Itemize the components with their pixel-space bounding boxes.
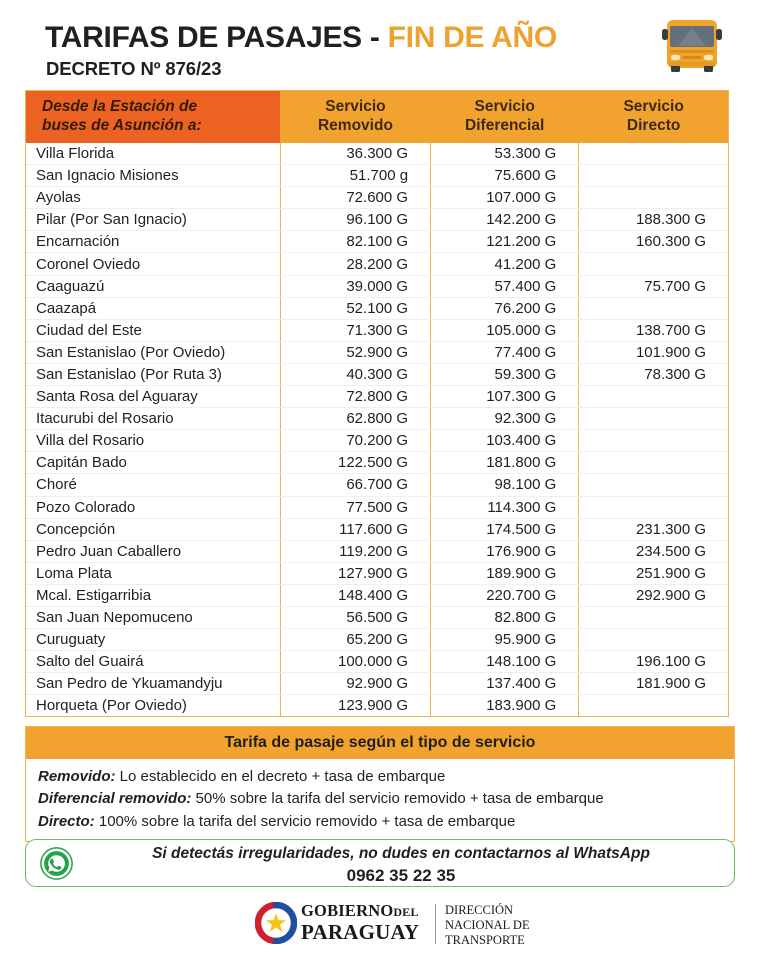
bus-front-icon — [660, 17, 724, 77]
cell-servicio-directo — [579, 386, 728, 408]
cell-servicio-directo: 78.300 G — [579, 363, 728, 385]
cell-servicio-removido: 62.800 G — [280, 408, 430, 430]
whatsapp-message: Si detectás irregularidades, no dudes en contactarnos al WhatsApp — [152, 845, 650, 862]
cell-servicio-diferencial: 142.200 G — [431, 209, 579, 231]
cell-servicio-diferencial: 107.300 G — [431, 386, 579, 408]
agency-line1: DIRECCIÓN — [445, 903, 514, 917]
table-row — [26, 275, 728, 297]
cell-servicio-diferencial: 183.900 G — [431, 695, 579, 717]
table-row — [26, 430, 728, 452]
column-header-destination-line2: buses de Asunción a: — [42, 117, 202, 134]
info-line — [38, 788, 734, 810]
cell-destination: Coronel Oviedo — [26, 253, 280, 275]
table-row — [26, 629, 728, 651]
cell-destination: Pilar (Por San Ignacio) — [26, 209, 280, 231]
cell-servicio-removido: 52.900 G — [280, 341, 430, 363]
info-line-text: 50% sobre la tarifa del servicio removido + tasa de embarque — [191, 790, 604, 808]
cell-destination: Horqueta (Por Oviedo) — [26, 695, 280, 717]
cell-servicio-diferencial: 107.000 G — [431, 187, 579, 209]
gobierno-line1 — [301, 903, 419, 920]
column-header-servicio-diferencial — [431, 91, 579, 143]
cell-servicio-removido: 119.200 G — [280, 540, 430, 562]
cell-servicio-diferencial: 114.300 G — [431, 496, 579, 518]
agency-wordmark — [445, 903, 530, 947]
cell-servicio-directo: 101.900 G — [579, 341, 728, 363]
cell-servicio-removido: 66.700 G — [280, 474, 430, 496]
decree-subtitle: DECRETO Nº 876/23 — [46, 58, 222, 79]
cell-servicio-diferencial: 103.400 G — [431, 430, 579, 452]
cell-servicio-removido: 127.900 G — [280, 562, 430, 584]
cell-servicio-diferencial: 174.500 G — [431, 518, 579, 540]
cell-servicio-directo — [579, 496, 728, 518]
paraguay-crest-icon — [255, 902, 297, 944]
table-row — [26, 363, 728, 385]
table-row — [26, 165, 728, 187]
info-panel-body — [26, 759, 734, 841]
info-line-text: Lo establecido en el decreto + tasa de embarque — [115, 768, 446, 786]
cell-servicio-directo — [579, 297, 728, 319]
cell-servicio-directo — [579, 474, 728, 496]
gobierno-wordmark — [301, 903, 419, 943]
cell-servicio-directo — [579, 606, 728, 628]
cell-destination: Itacurubi del Rosario — [26, 408, 280, 430]
cell-destination: Santa Rosa del Aguaray — [26, 386, 280, 408]
whatsapp-icon — [40, 847, 73, 880]
column-header-diferencial-line1: Servicio — [474, 98, 535, 116]
info-line-label: Diferencial removido: — [38, 790, 192, 808]
page-title-accent: FIN DE AÑO — [387, 21, 557, 54]
column-header-servicio-directo — [579, 91, 728, 143]
cell-servicio-removido: 28.200 G — [280, 253, 430, 275]
column-header-removido-line1: Servicio — [325, 98, 386, 116]
cell-servicio-directo: 181.900 G — [579, 673, 728, 695]
cell-destination: Pozo Colorado — [26, 496, 280, 518]
table-header-row — [26, 91, 728, 143]
table-row — [26, 518, 728, 540]
cell-servicio-removido: 36.300 G — [280, 143, 430, 165]
cell-servicio-directo — [579, 253, 728, 275]
cell-destination: Ciudad del Este — [26, 319, 280, 341]
cell-servicio-directo: 251.900 G — [579, 562, 728, 584]
info-line-label: Removido: — [38, 768, 116, 786]
cell-servicio-diferencial: 75.600 G — [431, 165, 579, 187]
cell-servicio-directo — [579, 452, 728, 474]
cell-servicio-directo — [579, 165, 728, 187]
fare-table-container — [25, 90, 729, 717]
cell-destination: Caazapá — [26, 297, 280, 319]
page-title-separator: - — [361, 21, 388, 54]
table-row — [26, 540, 728, 562]
cell-destination: Mcal. Estigarribia — [26, 584, 280, 606]
fare-table — [26, 91, 728, 716]
cell-servicio-removido: 39.000 G — [280, 275, 430, 297]
cell-servicio-directo — [579, 695, 728, 717]
cell-servicio-directo: 75.700 G — [579, 275, 728, 297]
table-row — [26, 231, 728, 253]
cell-servicio-removido: 56.500 G — [280, 606, 430, 628]
cell-servicio-removido: 65.200 G — [280, 629, 430, 651]
cell-destination: Choré — [26, 474, 280, 496]
column-header-directo-line1: Servicio — [623, 98, 684, 116]
cell-servicio-diferencial: 53.300 G — [431, 143, 579, 165]
cell-servicio-directo — [579, 408, 728, 430]
agency-line3: TRANSPORTE — [445, 932, 525, 947]
cell-servicio-diferencial: 189.900 G — [431, 562, 579, 584]
cell-destination: Pedro Juan Caballero — [26, 540, 280, 562]
column-header-servicio-removido — [280, 91, 430, 143]
gobierno-del-word: DEL — [393, 905, 419, 919]
agency-line2: NACIONAL DE — [445, 917, 530, 932]
cell-destination: San Pedro de Ykuamandyju — [26, 673, 280, 695]
cell-servicio-removido: 92.900 G — [280, 673, 430, 695]
cell-destination: Ayolas — [26, 187, 280, 209]
service-type-info-panel — [25, 726, 735, 842]
column-header-removido-line2: Removido — [317, 117, 393, 134]
whatsapp-contact-box[interactable] — [25, 839, 735, 887]
table-row — [26, 187, 728, 209]
cell-destination: Loma Plata — [26, 562, 280, 584]
info-line — [38, 766, 734, 788]
cell-servicio-directo: 292.900 G — [579, 584, 728, 606]
column-header-destination-line1: Desde la Estación de — [42, 98, 198, 116]
cell-destination: Salto del Guairá — [26, 651, 280, 673]
table-row — [26, 341, 728, 363]
table-body — [26, 143, 728, 716]
column-header-destination — [26, 91, 280, 143]
footer-logo — [255, 900, 530, 948]
cell-destination: Concepción — [26, 518, 280, 540]
cell-destination: San Ignacio Misiones — [26, 165, 280, 187]
table-row — [26, 496, 728, 518]
cell-servicio-directo: 196.100 G — [579, 651, 728, 673]
cell-servicio-removido: 40.300 G — [280, 363, 430, 385]
info-line-text: 100% sobre la tarifa del servicio removido + tasa de embarque — [94, 812, 516, 830]
table-row — [26, 474, 728, 496]
cell-servicio-diferencial: 137.400 G — [431, 673, 579, 695]
column-header-diferencial-line2: Diferencial — [465, 117, 545, 134]
gobierno-word: GOBIERNO — [301, 901, 394, 920]
cell-servicio-removido: 72.600 G — [280, 187, 430, 209]
whatsapp-text-block — [81, 844, 721, 886]
cell-servicio-directo — [579, 430, 728, 452]
cell-servicio-removido: 96.100 G — [280, 209, 430, 231]
table-row — [26, 452, 728, 474]
cell-servicio-removido: 52.100 G — [280, 297, 430, 319]
cell-servicio-removido: 148.400 G — [280, 584, 430, 606]
cell-servicio-directo: 188.300 G — [579, 209, 728, 231]
column-header-directo-line2: Directo — [626, 117, 681, 134]
logo-divider — [435, 904, 436, 944]
cell-destination: Encarnación — [26, 231, 280, 253]
table-row — [26, 606, 728, 628]
paraguay-word: PARAGUAY — [301, 919, 420, 944]
cell-destination: Villa del Rosario — [26, 430, 280, 452]
cell-servicio-diferencial: 105.000 G — [431, 319, 579, 341]
cell-servicio-directo — [579, 187, 728, 209]
table-row — [26, 408, 728, 430]
table-row — [26, 253, 728, 275]
cell-destination: Curuguaty — [26, 629, 280, 651]
info-line-label: Directo: — [38, 812, 95, 830]
cell-servicio-directo: 138.700 G — [579, 319, 728, 341]
cell-servicio-removido: 51.700 g — [280, 165, 430, 187]
table-row — [26, 297, 728, 319]
cell-servicio-diferencial: 59.300 G — [431, 363, 579, 385]
cell-destination: San Estanislao (Por Oviedo) — [26, 341, 280, 363]
page-title-main: TARIFAS DE PASAJES — [45, 21, 362, 54]
cell-servicio-diferencial: 82.800 G — [431, 606, 579, 628]
cell-servicio-removido: 71.300 G — [280, 319, 430, 341]
cell-destination: San Estanislao (Por Ruta 3) — [26, 363, 280, 385]
cell-servicio-removido: 122.500 G — [280, 452, 430, 474]
cell-servicio-diferencial: 92.300 G — [431, 408, 579, 430]
cell-destination: Caaguazú — [26, 275, 280, 297]
cell-servicio-removido: 123.900 G — [280, 695, 430, 717]
cell-destination: Capitán Bado — [26, 452, 280, 474]
cell-servicio-diferencial: 57.400 G — [431, 275, 579, 297]
table-head — [26, 91, 728, 143]
table-row — [26, 695, 728, 717]
table-row — [26, 651, 728, 673]
cell-servicio-diferencial: 98.100 G — [431, 474, 579, 496]
page-header — [0, 0, 770, 88]
table-row — [26, 386, 728, 408]
cell-destination: Villa Florida — [26, 143, 280, 165]
info-line — [38, 811, 734, 833]
page-title — [45, 23, 557, 53]
table-row — [26, 143, 728, 165]
cell-servicio-directo — [579, 143, 728, 165]
cell-servicio-directo: 231.300 G — [579, 518, 728, 540]
cell-servicio-removido: 100.000 G — [280, 651, 430, 673]
cell-servicio-diferencial: 181.800 G — [431, 452, 579, 474]
table-row — [26, 584, 728, 606]
cell-servicio-removido: 117.600 G — [280, 518, 430, 540]
cell-servicio-diferencial: 220.700 G — [431, 584, 579, 606]
cell-destination: San Juan Nepomuceno — [26, 606, 280, 628]
cell-servicio-removido: 77.500 G — [280, 496, 430, 518]
table-row — [26, 673, 728, 695]
cell-servicio-directo: 234.500 G — [579, 540, 728, 562]
cell-servicio-removido: 82.100 G — [280, 231, 430, 253]
table-row — [26, 319, 728, 341]
cell-servicio-diferencial: 95.900 G — [431, 629, 579, 651]
cell-servicio-diferencial: 148.100 G — [431, 651, 579, 673]
cell-servicio-removido: 70.200 G — [280, 430, 430, 452]
cell-servicio-removido: 72.800 G — [280, 386, 430, 408]
cell-servicio-diferencial: 121.200 G — [431, 231, 579, 253]
whatsapp-phone-number: 0962 35 22 35 — [346, 865, 456, 885]
cell-servicio-directo — [579, 629, 728, 651]
info-panel-heading: Tarifa de pasaje según el tipo de servicio — [26, 727, 734, 759]
cell-servicio-diferencial: 176.900 G — [431, 540, 579, 562]
table-row — [26, 562, 728, 584]
cell-servicio-directo: 160.300 G — [579, 231, 728, 253]
cell-servicio-diferencial: 41.200 G — [431, 253, 579, 275]
cell-servicio-diferencial: 77.400 G — [431, 341, 579, 363]
table-row — [26, 209, 728, 231]
cell-servicio-diferencial: 76.200 G — [431, 297, 579, 319]
